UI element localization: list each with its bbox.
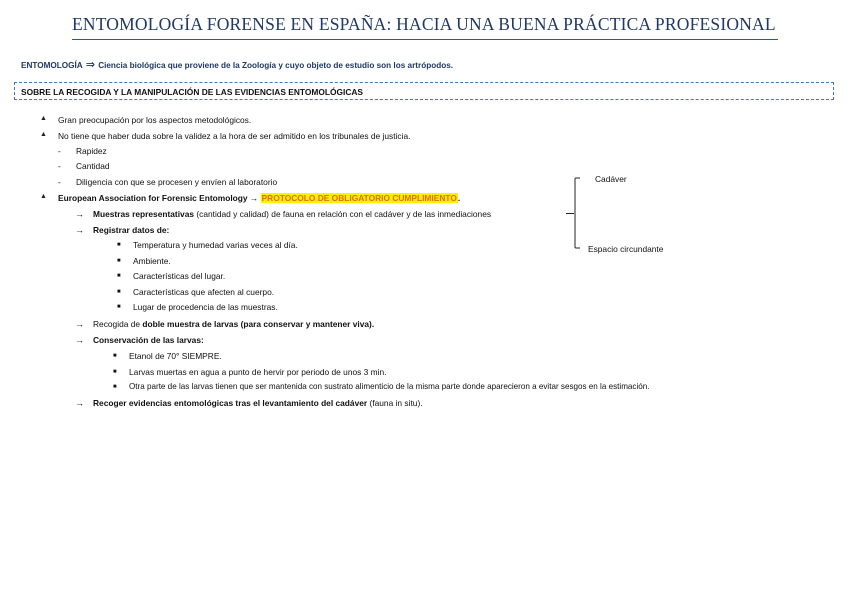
dash-bullet-icon: - — [58, 161, 61, 171]
sub-item: Diligencia con que se procesen y envíen al laboratorio — [76, 177, 278, 187]
arrow-item — [93, 319, 374, 329]
brace-connector — [566, 213, 574, 214]
list-item: Características del lugar. — [133, 271, 226, 281]
list-item: Otra parte de las larvas tienen que ser mantenida con sustrato alimenticio de la misma parte donde aparecieron a evitar sesgos en la estimación. — [129, 382, 650, 391]
arrow-icon: → — [75, 209, 84, 219]
page-title: ENTOMOLOGÍA FORENSE EN ESPAÑA: HACIA UNA BUENA PRÁCTICA PROFESIONAL — [72, 14, 776, 34]
square-bullet-icon: ■ — [117, 273, 121, 279]
definition-term: ENTOMOLOGÍA — [21, 61, 83, 70]
sub-item: Rapidez — [76, 146, 107, 156]
arrow-item-text: (cantidad y calidad) de fauna en relación con el cadáver y de las inmediaciones — [194, 209, 492, 219]
list-item: Ambiente. — [133, 256, 171, 266]
brace-label-espacio: Espacio circundante — [588, 244, 664, 254]
bullet-item: No tiene que haber duda sobre la validez a la hora de ser admitido en los tribunales de justicia. — [58, 131, 411, 141]
arrow-item-bold: Recoger evidencias entomológicas tras el levantamiento del cadáver — [93, 398, 368, 408]
square-bullet-icon: ■ — [117, 304, 121, 310]
triangle-bullet-icon: ▲ — [40, 193, 47, 200]
eafe-name: European Association for Forensic Entomology — [58, 193, 248, 203]
dash-bullet-icon: - — [58, 177, 61, 187]
brace-label-cadaver: Cadáver — [595, 174, 627, 184]
list-item: Larvas muertas en agua a punto de hervir por periodo de unos 3 min. — [129, 367, 387, 377]
bullet-item-eafe — [58, 193, 460, 203]
triangle-bullet-icon: ▲ — [40, 115, 47, 122]
arrow-item-text: (fauna in situ). — [367, 398, 423, 408]
arrow-item — [93, 209, 491, 219]
arrow-icon: → — [75, 319, 84, 329]
double-arrow-icon: ⇒ — [85, 59, 95, 71]
square-bullet-icon: ■ — [113, 384, 117, 390]
triangle-bullet-icon: ▲ — [40, 131, 47, 138]
sub-item: Cantidad — [76, 161, 110, 171]
square-bullet-icon: ■ — [117, 258, 121, 264]
arrow-icon: → — [249, 193, 259, 203]
arrow-item: Conservación de las larvas: — [93, 335, 204, 345]
definition-line — [21, 58, 453, 71]
arrow-icon: → — [75, 398, 84, 408]
arrow-item-bold: doble muestra de larvas (para conservar y mantener viva). — [142, 319, 375, 329]
bullet-item: Gran preocupación por los aspectos metodológicos. — [58, 115, 252, 125]
arrow-icon: → — [75, 225, 84, 235]
arrow-item-bold: Muestras representativas — [93, 209, 195, 219]
list-item: Lugar de procedencia de las muestras. — [133, 302, 278, 312]
dash-bullet-icon: - — [58, 146, 61, 156]
square-bullet-icon: ■ — [113, 353, 117, 359]
square-bullet-icon: ■ — [117, 242, 121, 248]
curly-brace — [574, 177, 580, 249]
section-heading: SOBRE LA RECOGIDA Y LA MANIPULACIÓN DE LAS EVIDENCIAS ENTOMOLÓGICAS — [21, 87, 364, 97]
title-underline — [72, 39, 778, 40]
arrow-icon: → — [75, 335, 84, 345]
list-item: Etanol de 70° SIEMPRE. — [129, 351, 222, 361]
square-bullet-icon: ■ — [117, 289, 121, 295]
definition-text: Ciencia biológica que proviene de la Zoología y cuyo objeto de estudio son los artrópodos. — [98, 61, 454, 70]
list-item: Temperatura y humedad varias veces al día. — [133, 240, 298, 250]
period: . — [457, 193, 461, 203]
protocol-highlight: PROTOCOLO DE OBLIGATORIO CUMPLIMIENTO — [261, 193, 457, 203]
arrow-item — [93, 398, 423, 408]
arrow-item-text: Recogida de — [93, 319, 143, 329]
square-bullet-icon: ■ — [113, 369, 117, 375]
arrow-item: Registrar datos de: — [93, 225, 170, 235]
list-item: Características que afecten al cuerpo. — [133, 287, 275, 297]
